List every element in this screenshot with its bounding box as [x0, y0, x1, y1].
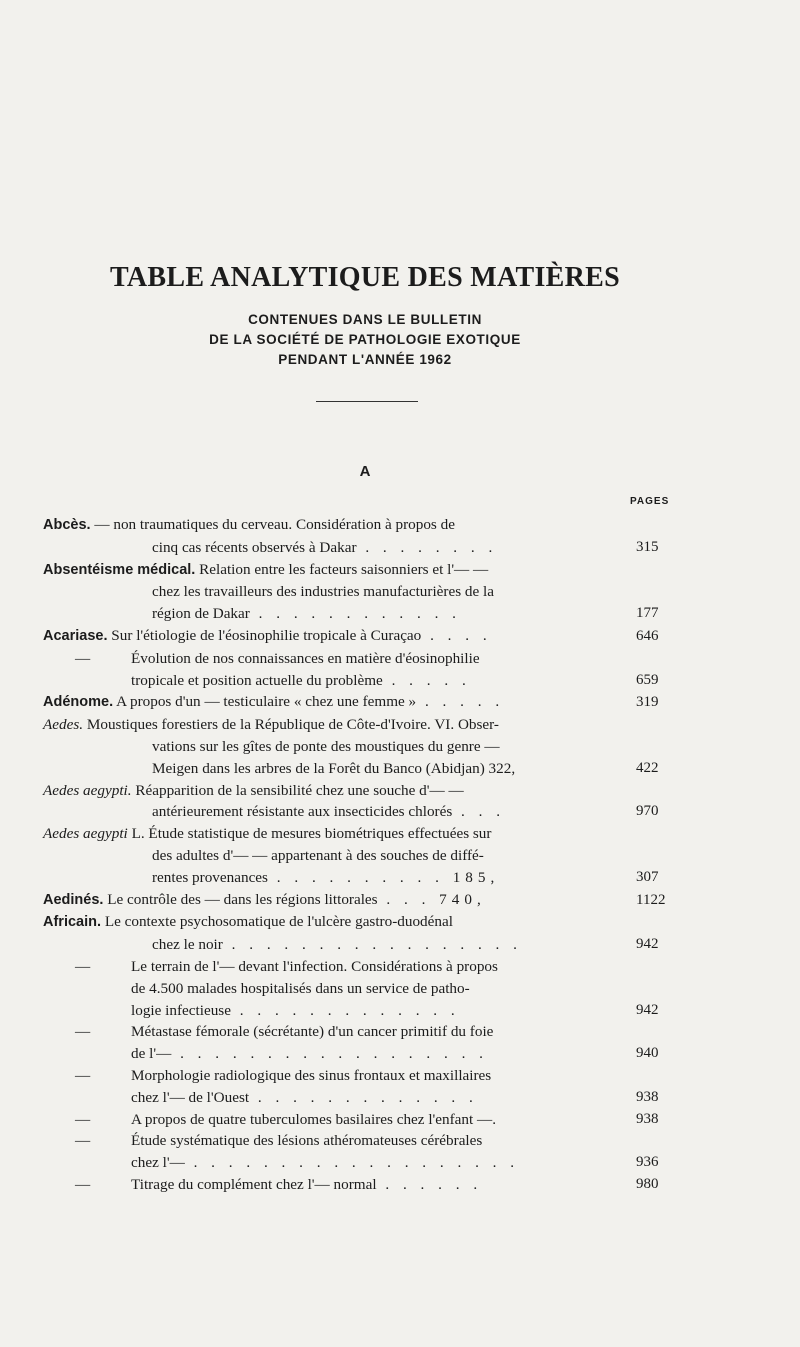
entry-line — [43, 780, 628, 802]
entry-text: antérieurement résistante aux insecticides chlorés — [152, 803, 453, 821]
entry-heading: — — [75, 1066, 91, 1084]
index-entry — [43, 911, 659, 956]
leader-dots: . . . . . . . . — [356, 538, 498, 556]
pages-column-label: PAGES — [630, 496, 670, 507]
entry-line — [43, 934, 628, 956]
entry-line — [43, 581, 628, 603]
entry-line — [43, 889, 628, 912]
leader-dots: . . . . . . . . . . . . . . . . . — [222, 936, 522, 954]
entry-text: Meigen dans les arbres de la Forêt du Banco (Abidjan) 322, — [152, 759, 516, 777]
entry-text: Sur l'étiologie de l'éosinophilie tropicale à Curaçao — [111, 626, 422, 644]
subtitle-line-3: PENDANT L'ANNÉE 1962 — [278, 352, 452, 367]
entry-line — [43, 603, 628, 625]
entry-heading: — — [75, 1132, 91, 1150]
entry-line — [43, 845, 628, 867]
entry-text: Le contrôle des — dans les régions littorales — [107, 890, 378, 908]
entry-text: de 4.500 malades hospitalisés dans un service de patho- — [131, 979, 470, 997]
leader-dots: . . . . . . . . . . . . . . . . . . — [171, 1045, 488, 1063]
entry-line — [131, 1043, 628, 1065]
entry-heading: Adénome. — [43, 694, 114, 711]
page-number: 307 — [636, 868, 659, 885]
entry-text: — non traumatiques du cerveau. Considération à propos de — [94, 516, 455, 533]
page-number: 980 — [636, 1175, 659, 1192]
title-divider — [316, 401, 418, 402]
index-entry — [43, 559, 659, 625]
entry-text: Métastase fémorale (sécrétante) d'un cancer primitif du foie — [131, 1023, 494, 1041]
page-number: 646 — [636, 627, 659, 644]
entry-text: Étude systématique des lésions athéromateuses cérébrales — [131, 1132, 483, 1150]
entry-heading: — — [75, 1110, 91, 1128]
entry-line — [75, 956, 628, 978]
page-number: 1122 — [636, 891, 666, 908]
entry-heading: Absentéisme médical. — [43, 561, 196, 578]
leader-dots: . . . . . — [382, 671, 471, 689]
entry-text: tropicale et position actuelle du problème — [131, 671, 383, 689]
entry-line — [75, 1065, 628, 1087]
entry-text: chez l'— de l'Ouest — [131, 1088, 250, 1106]
entry-heading: Abcès. — [43, 517, 91, 533]
index-entry — [43, 889, 666, 912]
index-entry — [43, 514, 659, 559]
entry-text: région de Dakar — [152, 605, 250, 623]
entry-line — [43, 823, 628, 845]
index-entry — [43, 1065, 659, 1109]
subtitle-line-2: DE LA SOCIÉTÉ DE PATHOLOGIE EXOTIQUE — [209, 332, 521, 347]
entry-line — [43, 758, 628, 780]
index-entry — [43, 956, 659, 1021]
index-entry — [43, 1174, 659, 1196]
page-number: 940 — [636, 1045, 659, 1062]
entry-line — [43, 911, 628, 934]
entry-text: rentes provenances — [152, 868, 268, 886]
entry-text: vations sur les gîtes de ponte des moustiques du genre — — [152, 737, 500, 755]
index-entry — [43, 691, 659, 714]
entry-text: Relation entre les facteurs saisonniers et l'— — — [199, 560, 489, 578]
entry-text: Moustiques forestiers de la République de Côte-d'Ivoire. VI. Obser- — [86, 716, 499, 734]
page-number: 315 — [636, 538, 659, 555]
entry-text: des adultes d'— — appartenant à des souches de diffé- — [152, 846, 484, 864]
page-number: 177 — [636, 605, 659, 622]
entry-line — [131, 1087, 628, 1109]
index-entry — [43, 648, 659, 692]
entry-text: Évolution de nos connaissances en matière d'éosinophilie — [131, 649, 480, 667]
entry-text: chez le noir — [152, 936, 223, 954]
page-number: 936 — [636, 1154, 659, 1171]
entry-text: chez l'— — [131, 1154, 185, 1172]
page-number: 659 — [636, 671, 659, 688]
entry-text: Le terrain de l'— devant l'infection. Considérations à propos — [131, 957, 498, 975]
leader-dots: . . . . . . . . . . 185, — [267, 868, 500, 886]
entry-text: Morphologie radiologique des sinus frontaux et maxillaires — [131, 1066, 492, 1084]
index-entry — [43, 823, 659, 888]
page-number: 970 — [636, 803, 659, 820]
entry-line — [43, 625, 628, 648]
leader-dots: . . . — [452, 803, 506, 821]
entry-heading: Africain. — [43, 914, 102, 931]
entry-line — [43, 691, 628, 714]
entry-line — [43, 514, 628, 537]
leader-dots: . . . . . . . . . . . . . — [230, 1001, 460, 1019]
entry-text: Le contexte psychosomatique de l'ulcère gastro-duodénal — [104, 913, 453, 931]
entry-line — [75, 1109, 628, 1131]
entry-text: A propos d'un — testiculaire « chez une femme » — [116, 693, 417, 711]
entry-line — [43, 867, 628, 889]
index-entries — [43, 514, 666, 1196]
entry-heading: — — [75, 957, 91, 975]
leader-dots: . . . . . . — [376, 1175, 483, 1193]
entry-heading: — — [75, 649, 91, 667]
leader-dots: . . . . . . . . . . . . — [249, 605, 461, 623]
page-number: 942 — [636, 936, 659, 953]
entry-line — [131, 670, 628, 692]
index-entry — [43, 780, 659, 824]
page-title: TABLE ANALYTIQUE DES MATIÈRES — [110, 262, 620, 293]
entry-line — [75, 1021, 628, 1043]
entry-heading: Acariase. — [43, 627, 108, 644]
entry-heading: Aedinés. — [43, 891, 104, 908]
entry-line — [131, 1152, 628, 1174]
subtitle-line-1: CONTENUES DANS LE BULLETIN — [248, 312, 482, 327]
entry-text: A propos de quatre tuberculomes basilaires chez l'enfant —. — [131, 1110, 497, 1128]
page-number: 942 — [636, 1001, 659, 1018]
entry-text: cinq cas récents observés à Dakar — [152, 538, 357, 556]
entry-line — [43, 559, 628, 582]
entry-heading: — — [75, 1175, 91, 1193]
index-entry — [43, 625, 659, 648]
leader-dots: . . . . — [421, 626, 492, 644]
entry-text: de l'— — [131, 1045, 172, 1063]
entry-text: L. Étude statistique de mesures biométriques effectuées sur — [131, 825, 492, 843]
entry-line — [43, 714, 628, 736]
entry-heading: Aedes aegypti — [43, 825, 128, 843]
leader-dots: . . . . . . . . . . . . . — [249, 1088, 478, 1106]
entry-line — [43, 537, 628, 559]
entry-heading: Aedes aegypti. — [43, 781, 132, 799]
index-entry — [43, 1021, 659, 1065]
entry-text: Titrage du complément chez l'— normal — [131, 1175, 377, 1193]
page-number: 422 — [636, 759, 659, 776]
index-entry — [43, 714, 659, 779]
entry-line — [131, 978, 628, 1000]
page-number: 938 — [636, 1088, 659, 1105]
page-number: 319 — [636, 694, 659, 711]
entry-line — [43, 801, 628, 823]
entry-text: Réapparition de la sensibilité chez une souche d'— — — [135, 781, 464, 799]
entry-line — [75, 648, 628, 670]
entry-line — [75, 1130, 628, 1152]
leader-dots: . . . . . — [416, 693, 505, 711]
entry-line — [43, 736, 628, 758]
entry-line — [131, 1000, 628, 1022]
entry-text: logie infectieuse — [131, 1001, 231, 1019]
section-letter: A — [359, 463, 371, 480]
index-entry — [43, 1109, 659, 1131]
leader-dots: . . . . . . . . . . . . . . . . . . . — [184, 1154, 520, 1172]
entry-text: chez les travailleurs des industries manufacturières de la — [152, 583, 495, 601]
entry-heading: — — [75, 1023, 91, 1041]
index-entry — [43, 1130, 659, 1174]
page-number: 938 — [636, 1110, 659, 1127]
entry-line — [75, 1174, 628, 1196]
leader-dots: . . . 740, — [377, 890, 486, 908]
entry-heading: Aedes. — [43, 716, 84, 734]
